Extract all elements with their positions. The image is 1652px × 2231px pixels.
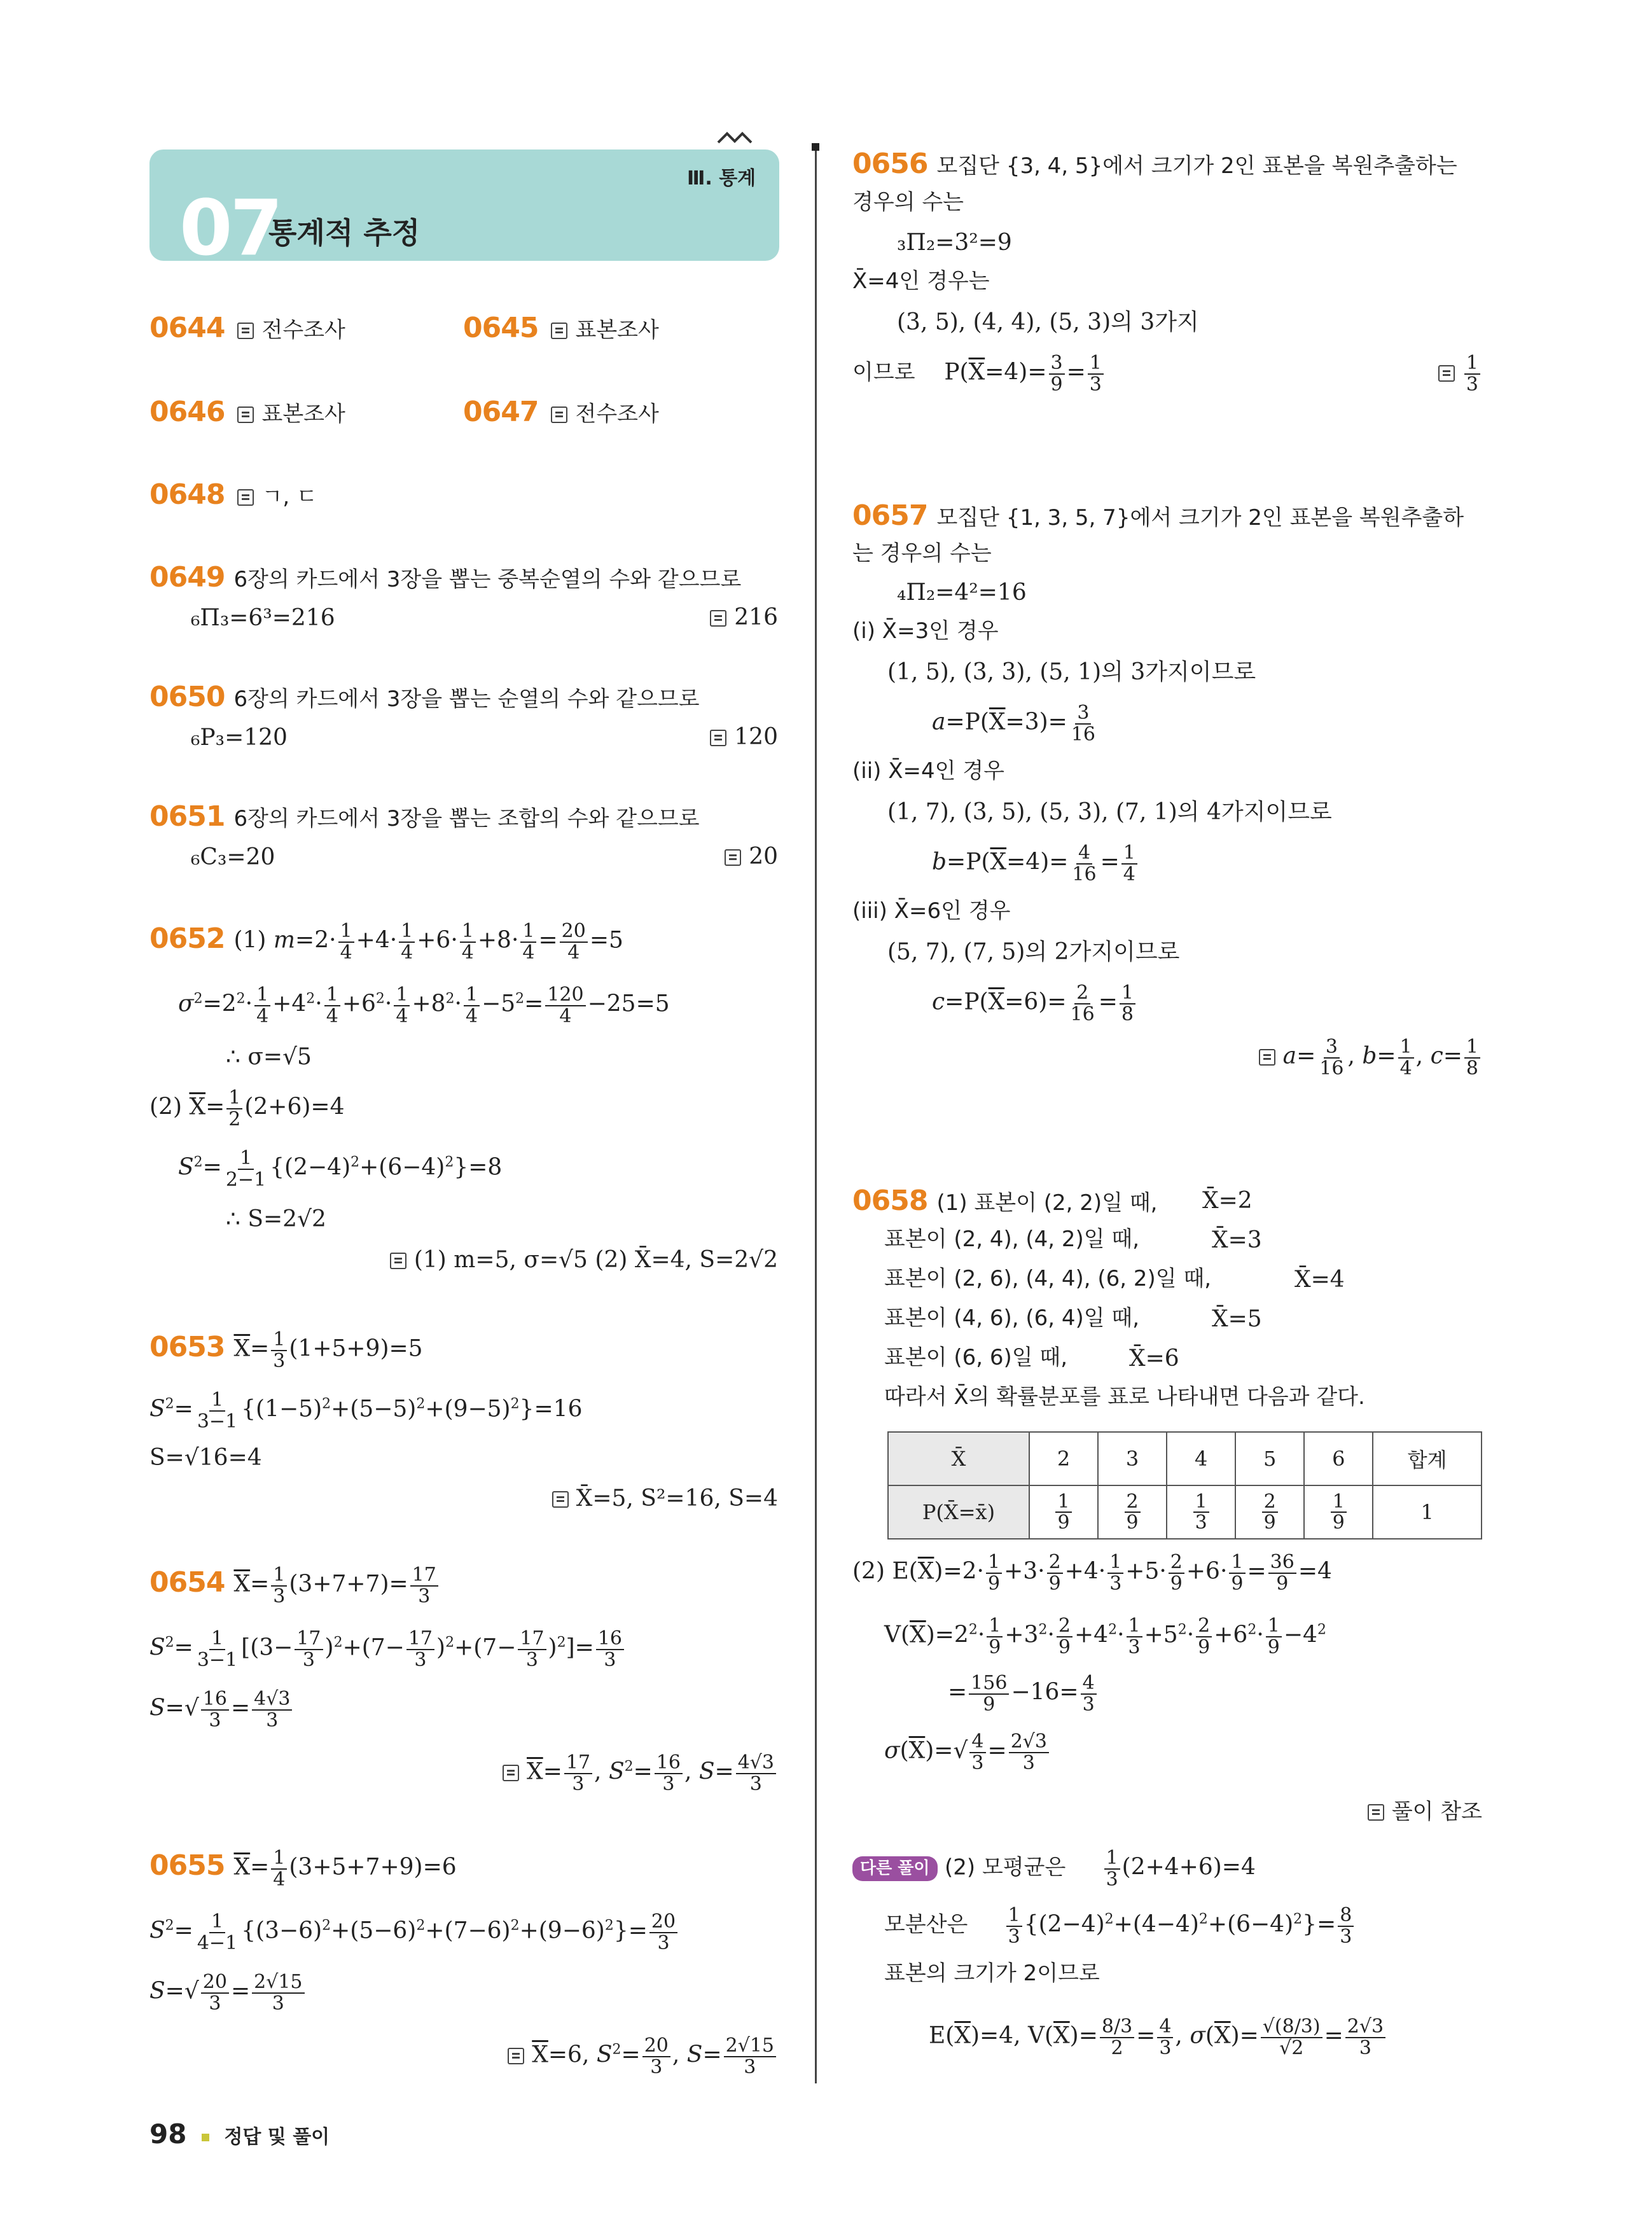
- chapter-title: 통계적 추정: [268, 216, 420, 250]
- formula-line: = $\frac{156}{9}$ −16= $\frac{4}{3}$: [948, 1673, 1099, 1714]
- problem-0650: [149, 681, 700, 714]
- answer-text: ㄱ, ㄷ: [261, 484, 317, 510]
- table-cell: $\frac{1}{3}$: [1167, 1485, 1235, 1539]
- sample-value: X̄=4: [1295, 1267, 1345, 1293]
- table-header-cell: 4: [1167, 1432, 1235, 1485]
- problem-number: 0644: [149, 312, 225, 344]
- problem-text: 는 경우의 수는: [852, 541, 992, 566]
- formula-line: S=√ $\frac{20}{3}$ = $\frac{2√15}{3}$: [149, 1972, 307, 2013]
- problem-number: 0657: [852, 499, 928, 532]
- problem-text: 이므로: [852, 359, 915, 386]
- problem-text: 표본이 (4, 6), (6, 4)일 때,: [884, 1305, 1140, 1331]
- problem-text: 따라서 X̄의 확률분포를 표로 나타내면 다음과 같다.: [884, 1384, 1365, 1410]
- problem-0647: [463, 396, 659, 429]
- answer-icon: [551, 323, 567, 339]
- distribution-table: [887, 1431, 1482, 1539]
- formula-line: $V(\overline{X})=2^2\cdot$ $\frac{1}{9}$ $+3^2\cdot$ $\frac{2}{9}$ $+4^2\cdot$ $\frac{1}{3}$ $+5^2\cdot$ $\frac{2}{9}$ $+6^2\cdot$ $\frac{1}{9}$ $-4^2$: [884, 1615, 1326, 1658]
- problem-0648: [149, 478, 317, 512]
- formula-line: $\sigma^2=2^2\cdot$ $\frac{1}{4}$ $+4^2\cdot$ $\frac{1}{4}$ $+6^2\cdot$ $\frac{1}{4}$ $+8^2\cdot$ $\frac{1}{4}$ $-5^2=$ $\frac{120}{4}$ −25=5: [178, 983, 670, 1027]
- problem-0651: [149, 800, 700, 834]
- problem-number: 0655: [149, 1849, 225, 1882]
- answer-text: 표본조사: [261, 401, 345, 427]
- problem-text: 6장의 카드에서 3장을 뽑는 순열의 수와 같으므로: [233, 686, 700, 712]
- problem-text: (1) 표본이 (2, 2)일 때,: [936, 1190, 1158, 1216]
- formula-line: $S^2=$ $\frac{1}{4-1}$ $\{(3-6)^2+(5-6)^2+(7-6)^2+(9-6)^2\}=$ $\frac{20}{3}$: [149, 1912, 679, 1953]
- answer-icon: [237, 489, 254, 506]
- answer-0650: [706, 724, 778, 750]
- problem-text: 6장의 카드에서 3장을 뽑는 중복순열의 수와 같으므로: [233, 567, 742, 592]
- formula-line: $a=P(\overline{X}=3)=$ $\frac{3}{16}$: [932, 702, 1096, 746]
- answer-0658: [1364, 1794, 1482, 1825]
- section-tag: Ⅲ. 통계: [687, 167, 756, 190]
- answer-0652: [386, 1247, 778, 1273]
- problem-text: 표본이 (6, 6)일 때,: [884, 1345, 1068, 1370]
- formula-line: (2) $\overline{X}=$ $\frac{1}{2}$ (2+6)=4: [149, 1087, 345, 1130]
- column-divider: [815, 143, 817, 2083]
- alt-solution-badge: 다른 풀이: [852, 1856, 938, 1881]
- alt-solution-line2: 모분산은 $\frac{1}{3}$ $\{(2-4)^2+(4-4)^2+(6-4)^2\}=$ $\frac{8}{3}$: [884, 1905, 1356, 1947]
- formula-line: S=√16=4: [149, 1445, 262, 1471]
- answer-text: 전수조사: [575, 401, 659, 427]
- problem-text: (3, 5), (4, 4), (5, 3)의 3가지: [897, 309, 1199, 335]
- case-text: (5, 7), (7, 5)의 2가지이므로: [887, 939, 1180, 965]
- calc-line: ₃Π₂=3²=9: [897, 230, 1012, 256]
- table-cell: $\frac{2}{9}$: [1098, 1485, 1167, 1539]
- formula-line: 이므로 $P(\overline{X}=4)=$ $\frac{3}{9}$ = $\frac{1}{3}$: [852, 353, 1106, 394]
- footer-label: 정답 및 풀이: [224, 2126, 330, 2148]
- formula-line: $b=P(\overline{X}=4)=$ $\frac{4}{16}$ = $\frac{1}{4}$: [932, 843, 1139, 884]
- answer-0656: $\frac{1}{3}$: [1434, 353, 1482, 394]
- formula-line: $S^2=$ $\frac{1}{3-1}$ [(3− $\frac{17}{3}$ )$^2$+(7− $\frac{17}{3}$ )$^2$+(7− $\frac{17}{3}$ )$^2$]= $\frac{16}{3}$: [149, 1629, 626, 1670]
- case-heading: (iii) X̄=6인 경우: [852, 898, 1011, 924]
- problem-text: 모분산은: [884, 1912, 968, 1938]
- problem-0653-line1: 0653 $\overline{X}=$ $\frac{1}{3}$ (1+5+9)=5: [149, 1328, 423, 1372]
- table-row: [888, 1485, 1482, 1539]
- problem-0645: [463, 312, 659, 345]
- answer-text: 20: [749, 844, 778, 870]
- footer: [149, 2118, 330, 2150]
- problem-number: 0647: [463, 396, 539, 428]
- problem-text: 표본의 크기가 2이므로: [884, 1961, 1100, 1986]
- answer-icon: [508, 2048, 524, 2064]
- answer-text: 216: [734, 604, 778, 630]
- table-cell: $\frac{1}{9}$: [1029, 1485, 1098, 1539]
- problem-0649: [149, 561, 741, 595]
- problem-number: 0648: [149, 478, 225, 511]
- answer-icon: [1438, 365, 1455, 382]
- divider-dot: [812, 143, 819, 151]
- problem-text: 모집단 {1, 3, 5, 7}에서 크기가 2인 표본을 복원추출하: [936, 505, 1464, 531]
- answer-text: 전수조사: [261, 317, 345, 343]
- problem-number: 0651: [149, 800, 225, 833]
- footer-marker-icon: [202, 2134, 209, 2141]
- calc-line: ₄Π₂=4²=16: [897, 580, 1027, 606]
- table-header-cell: 6: [1304, 1432, 1373, 1485]
- formula-line: S=√ $\frac{16}{3}$ = $\frac{4√3}{3}$: [149, 1689, 294, 1730]
- case-text: (1, 7), (3, 5), (5, 3), (7, 1)의 4가지이므로: [887, 799, 1332, 825]
- calc-line: ₆Π₃=6³=216: [191, 605, 335, 631]
- problem-number: 0645: [463, 312, 539, 344]
- case-text: (1, 5), (3, 3), (5, 1)의 3가지이므로: [887, 659, 1256, 685]
- answer-text: 표본조사: [575, 317, 659, 343]
- answer-0653: [548, 1485, 778, 1512]
- case-heading: (ii) X̄=4인 경우: [852, 758, 1004, 784]
- answer-text: 120: [734, 724, 778, 750]
- answer-icon: [710, 610, 726, 627]
- answer-0655: $\overline{X}=6$, $S^2=$ $\frac{20}{3}$ , S= $\frac{2√15}{3}$: [504, 2036, 778, 2077]
- problem-0656-line1: [852, 148, 1457, 181]
- problem-text: 경우의 수는: [852, 190, 964, 215]
- answer-icon: [552, 1491, 569, 1508]
- formula-line: ∴ S=2√2: [226, 1206, 326, 1232]
- answer-icon: [551, 407, 567, 423]
- answer-icon: [503, 1765, 519, 1781]
- problem-text: (2) 모평균은: [944, 1854, 1066, 1880]
- problem-0654-line1: 0654 $\overline{X}=$ $\frac{1}{3}$ (3+7+7)= $\frac{17}{3}$: [149, 1565, 440, 1606]
- problem-0657-line1: [852, 499, 1464, 533]
- table-row-header: P(X̄=x̄): [888, 1485, 1029, 1539]
- answer-text: X̄=5, S²=16, S=4: [576, 1485, 778, 1512]
- problem-number: 0653: [149, 1330, 225, 1363]
- table-header-cell: 3: [1098, 1432, 1167, 1485]
- answer-icon: [237, 407, 254, 423]
- formula-line: $S^2=$ $\frac{1}{3-1}$ $\{(1-5)^2+(5-5)^2+(9-5)^2\}=16$: [149, 1389, 583, 1433]
- problem-number: 0656: [852, 148, 928, 180]
- problem-0658-line1: [852, 1185, 1158, 1218]
- problem-0644: [149, 312, 345, 345]
- sample-value: X̄=6: [1129, 1345, 1179, 1372]
- answer-text: 풀이 참조: [1391, 1799, 1482, 1824]
- problem-number: 0652: [149, 922, 225, 955]
- case-heading: (i) X̄=3인 경우: [852, 618, 999, 644]
- answer-icon: [725, 849, 741, 866]
- table-header-cell: 2: [1029, 1432, 1098, 1485]
- alt-solution-line1: 다른 풀이 (2) 모평균은 $\frac{1}{3}$ (2+4+6)=4: [852, 1848, 1256, 1889]
- banner-decoration-icon: [716, 127, 754, 153]
- sample-value: X̄=5: [1212, 1306, 1262, 1332]
- formula-line: (2) $E(\overline{X})=2\cdot$ $\frac{1}{9}$ +3· $\frac{2}{9}$ +4· $\frac{1}{3}$ +5· $\frac{2}{9}$ +6· $\frac{1}{9}$ = $\frac{36}{9}$ =4: [852, 1551, 1332, 1595]
- problem-text: 모집단 {3, 4, 5}에서 크기가 2인 표본을 복원추출하는: [936, 153, 1457, 179]
- table-row: [888, 1432, 1482, 1485]
- problem-number: 0658: [852, 1185, 928, 1217]
- answer-icon: [390, 1253, 406, 1269]
- answer-text: (1) m=5, σ=√5 (2) X̄=4, S=2√2: [413, 1247, 778, 1273]
- table-header-cell: 5: [1235, 1432, 1304, 1485]
- table-header-cell: 합계: [1373, 1432, 1482, 1485]
- calc-line: ₆C₃=20: [191, 844, 275, 870]
- answer-icon: [1259, 1049, 1275, 1066]
- problem-0652-line1: 0652 (1) m=2· $\frac{1}{4}$ +4· $\frac{1}{4}$ +6· $\frac{1}{4}$ +8· $\frac{1}{4}$ = $\frac{20}{4}$ =5: [149, 920, 623, 964]
- problem-text: X̄=4인 경우는: [852, 268, 990, 294]
- formula-line: $S^2=$ $\frac{1}{2-1}$ $\{(2-4)^2+(6-4)^2\}=8$: [178, 1147, 503, 1191]
- problem-number: 0646: [149, 396, 225, 428]
- problem-0646: [149, 396, 345, 429]
- answer-icon: [1368, 1804, 1384, 1821]
- formula-line: $\sigma(\overline{X})=√$ $\frac{4}{3}$ = $\frac{2√3}{3}$: [884, 1732, 1051, 1773]
- table-header-cell: X̄: [888, 1432, 1029, 1485]
- alt-solution-line4: $E(\overline{X})=4$, $V(\overline{X})=$ $\frac{8/3}{2}$ = $\frac{4}{3}$ , $\sigma(\overline{X})=$ $\frac{√(8/3)}{√2}$ = $\frac{2√3}{3}$: [929, 2017, 1387, 2058]
- calc-line: ₆P₃=120: [191, 725, 288, 751]
- problem-text: 6장의 카드에서 3장을 뽑는 조합의 수와 같으므로: [233, 806, 700, 831]
- formula-line: ∴ σ=√5: [226, 1044, 312, 1070]
- problem-text: 표본이 (2, 6), (4, 4), (6, 2)일 때,: [884, 1266, 1212, 1291]
- answer-0651: [721, 844, 778, 870]
- page-number: 98: [149, 2118, 187, 2150]
- problem-number: 0649: [149, 561, 225, 594]
- table-cell: $\frac{1}{9}$: [1304, 1485, 1373, 1539]
- formula-line: $c=P(\overline{X}=6)=$ $\frac{2}{16}$ = $\frac{1}{8}$: [932, 983, 1137, 1024]
- answer-0654: $\overline{X}=$ $\frac{17}{3}$ , $S^2=$ $\frac{16}{3}$ , S= $\frac{4√3}{3}$: [499, 1753, 778, 1794]
- problem-text: 표본이 (2, 4), (4, 2)일 때,: [884, 1227, 1140, 1252]
- sample-value: X̄=3: [1212, 1227, 1262, 1253]
- problem-0655-line1: 0655 $\overline{X}=$ $\frac{1}{4}$ (3+5+7+9)=6: [149, 1847, 457, 1891]
- problem-number: 0654: [149, 1566, 225, 1599]
- table-cell: 1: [1373, 1485, 1482, 1539]
- problem-number: 0650: [149, 681, 225, 713]
- answer-icon: [237, 323, 254, 339]
- chapter-number: 07: [179, 184, 281, 273]
- answer-0657: a= $\frac{3}{16}$ , b= $\frac{1}{4}$ , c= $\frac{1}{8}$: [1255, 1037, 1482, 1078]
- answer-0649: [706, 604, 778, 630]
- answer-icon: [710, 730, 726, 746]
- sample-value: X̄=2: [1202, 1188, 1253, 1214]
- table-cell: $\frac{2}{9}$: [1235, 1485, 1304, 1539]
